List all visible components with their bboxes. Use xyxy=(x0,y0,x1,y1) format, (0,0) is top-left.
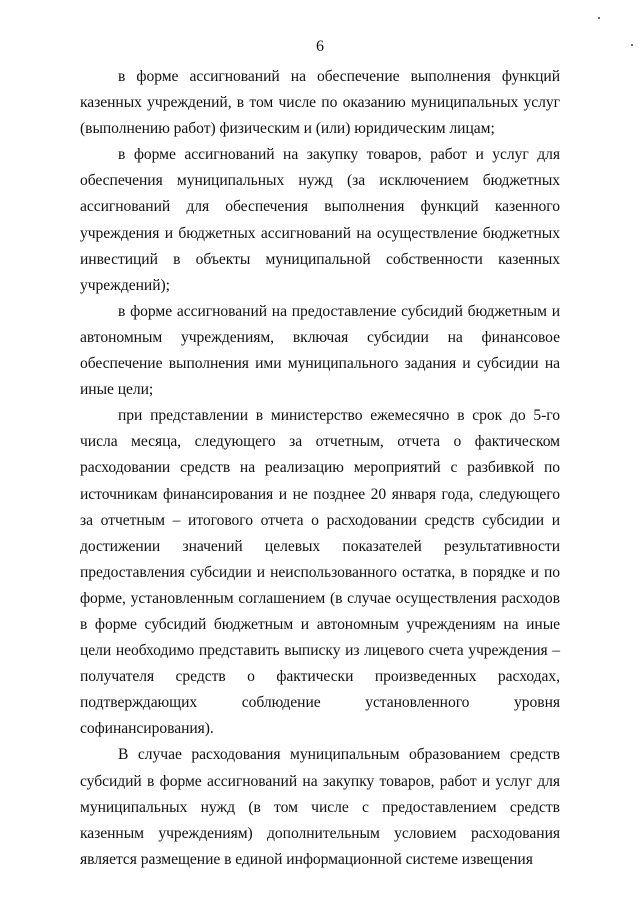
paragraph-additional-condition: В случае расходования муниципальным образованием средств субсидий в форме ассигнований на закупку товаров, работ и услуг для муниципальных нужд (в том числе с предоставлением средств казенным учреждениям) дополнительным условием расходования является размещение в единой информационной системе извещения xyxy=(80,746,560,868)
document-body xyxy=(80,64,560,873)
paragraph-assignments-subsidies: в форме ассигнований на предоставление субсидий бюджетным и автономным учреждениям, включая субсидии на финансовое обеспечение выполнения ими муниципального задания и субсидии на иные цели; xyxy=(80,302,560,399)
paragraph-reporting-requirements: при представлении в министерство ежемесячно в срок до 5-го числа месяца, следующего за отчетным, отчета о фактическом расходовании средств на реализацию мероприятий с разбивкой по источникам финансирования и не позднее 20 января года, следующего за отчетным – итогового отчета о расходовании средств субсидии и достижении значений целевых показателей результативности предоставления субсидии и неиспользованного остатка, в порядке и по форме, установленным соглашением (в случае осуществления расходов в форме субсидий бюджетным и автономным учреждениям на иные цели необходимо представить выписку из лицевого счета учреждения – получателя средств о фактически произведенных расходах, подтверждающих соблюдение установленного уровня софинансирования). xyxy=(80,407,560,738)
page-number: 6 xyxy=(316,38,324,55)
scan-speck-top-right xyxy=(598,17,600,19)
paragraph-assignments-procurement: в форме ассигнований на закупку товаров, работ и услуг для обеспечения муниципальных нужд (за исключением бюджетных ассигнований для обеспечения выполнения функций казенного учреждения и бюджетных ассигнований на осуществление бюджетных инвестиций в объекты муниципальной собственности казенных учреждений); xyxy=(80,146,560,294)
scan-speck-right-margin xyxy=(631,44,633,46)
paragraph-assignments-state-institutions: в форме ассигнований на обеспечение выполнения функций казенных учреждений, в том числе по оказанию муниципальных услуг (выполнению работ) физическим и (или) юридическим лицам; xyxy=(80,68,560,138)
